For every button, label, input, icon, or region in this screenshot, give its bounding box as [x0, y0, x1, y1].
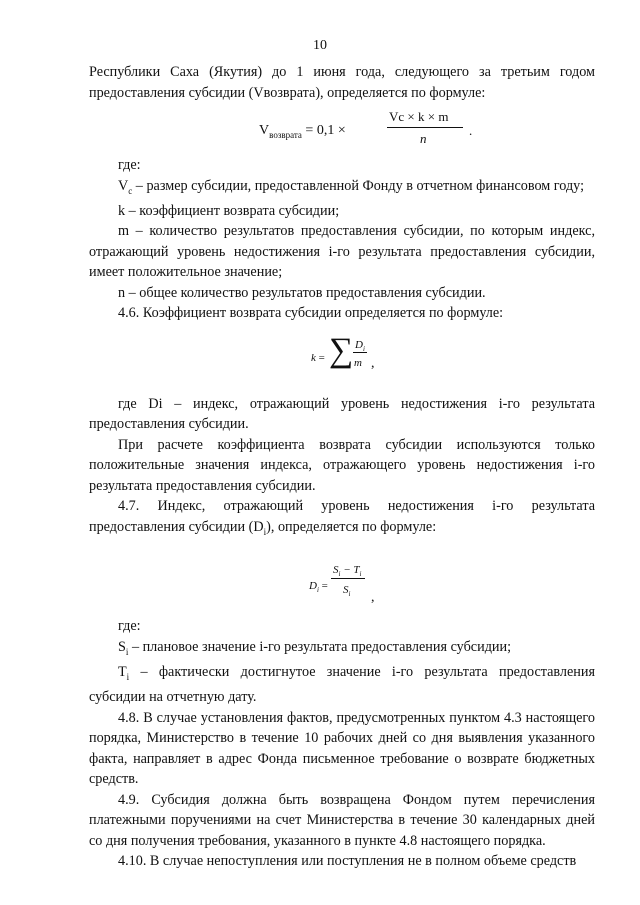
formula-k: k =	[311, 351, 325, 364]
formula-return-volume	[89, 103, 595, 149]
paragraph-positive-note: При расчете коэффициента возврата субсидии используются только положительные значения индекса, отражающего уровень недостижения i-го результата предоставления субсидии.	[89, 436, 595, 494]
paragraph-m: m – количество результатов предоставления субсидии, по которым индекс, отражающий уровень недостижения i-го результата предоставления субсидии, имеет положительное значение;	[89, 223, 595, 281]
paragraph-si: $S_i$ – плановое значение i-го результата предоставления субсидии;	[118, 638, 512, 657]
paragraph-4-9: 4.9. Субсидия должна быть возвращена Фондом путем перечисления платежными поручениями на счет Министерства в течение 30 календарных дней со дня получения требования, указанного в пункте 4.8 настоящего порядка.	[89, 791, 595, 849]
paragraph-di: где Di – индекс, отражающий уровень недостижения i-го результата предоставления субсидии.	[89, 395, 595, 433]
paragraph-4-8: 4.8. В случае установления фактов, предусмотренных пунктом 4.3 настоящего порядка, Министерство в течение 10 рабочих дней со дня выявления указанного факта, направляет в адрес Фонда письменное требование о возврате бюджетных средств.	[89, 709, 595, 788]
formula-comma: ,	[371, 590, 375, 606]
fraction-line	[331, 578, 365, 579]
formula-di-numerator: $D_i$	[355, 338, 365, 354]
paragraph-4-10: 4.10. В случае непоступления или поступления не в полном объеме средств	[118, 853, 577, 870]
formula-di-lhs: $D_i$ =	[309, 580, 328, 595]
paragraph-where-1: где:	[118, 157, 141, 173]
formula-index-di	[89, 542, 595, 616]
paragraph-n: n – общее количество результатов предоставления субсидии.	[118, 284, 486, 301]
document-body	[89, 62, 595, 872]
paragraph-where-2: где:	[118, 618, 141, 635]
formula-m-denominator: m	[354, 356, 362, 369]
fraction-line	[387, 127, 463, 128]
formula-comma: ,	[371, 355, 375, 371]
formula-denominator: n	[420, 131, 427, 146]
formula-si-ti-numerator: $S_i - T_i$	[333, 564, 362, 579]
formula-lhs: $V_{возврата} = 0,1$ ×	[259, 123, 346, 140]
formula-period: .	[469, 123, 473, 138]
paragraph-4-7: 4.7. Индекс, отражающий уровень недостижения i-го результата предоставления субсидии $(D_i)$, определяется по формуле:	[89, 498, 595, 537]
formula-si-denominator: $S_i$	[343, 584, 351, 599]
page-number: 10	[313, 38, 327, 53]
paragraph-vc: $V_c$ – размер субсидии, предоставленной Фонду в отчетном финансовом году;	[118, 177, 585, 196]
paragraph-k: k – коэффициент возврата субсидии;	[118, 202, 340, 219]
sum-sign: ∑	[329, 331, 354, 369]
paragraph-4-6: 4.6. Коэффициент возврата субсидии определяется по формуле:	[118, 305, 504, 322]
formula-numerator: Vc × k × m	[389, 109, 449, 124]
paragraph-ti: $T_i$ – фактически достигнутое значение i-го результата предоставления субсидии на отчетную дату.	[89, 663, 596, 706]
paragraph-intro: Республики Саха (Якутия) до 1 июня года, следующего за третьим годом предоставления субсидии (Vвозврата), определяется по формуле:	[89, 64, 595, 101]
formula-return-coefficient	[89, 324, 595, 386]
